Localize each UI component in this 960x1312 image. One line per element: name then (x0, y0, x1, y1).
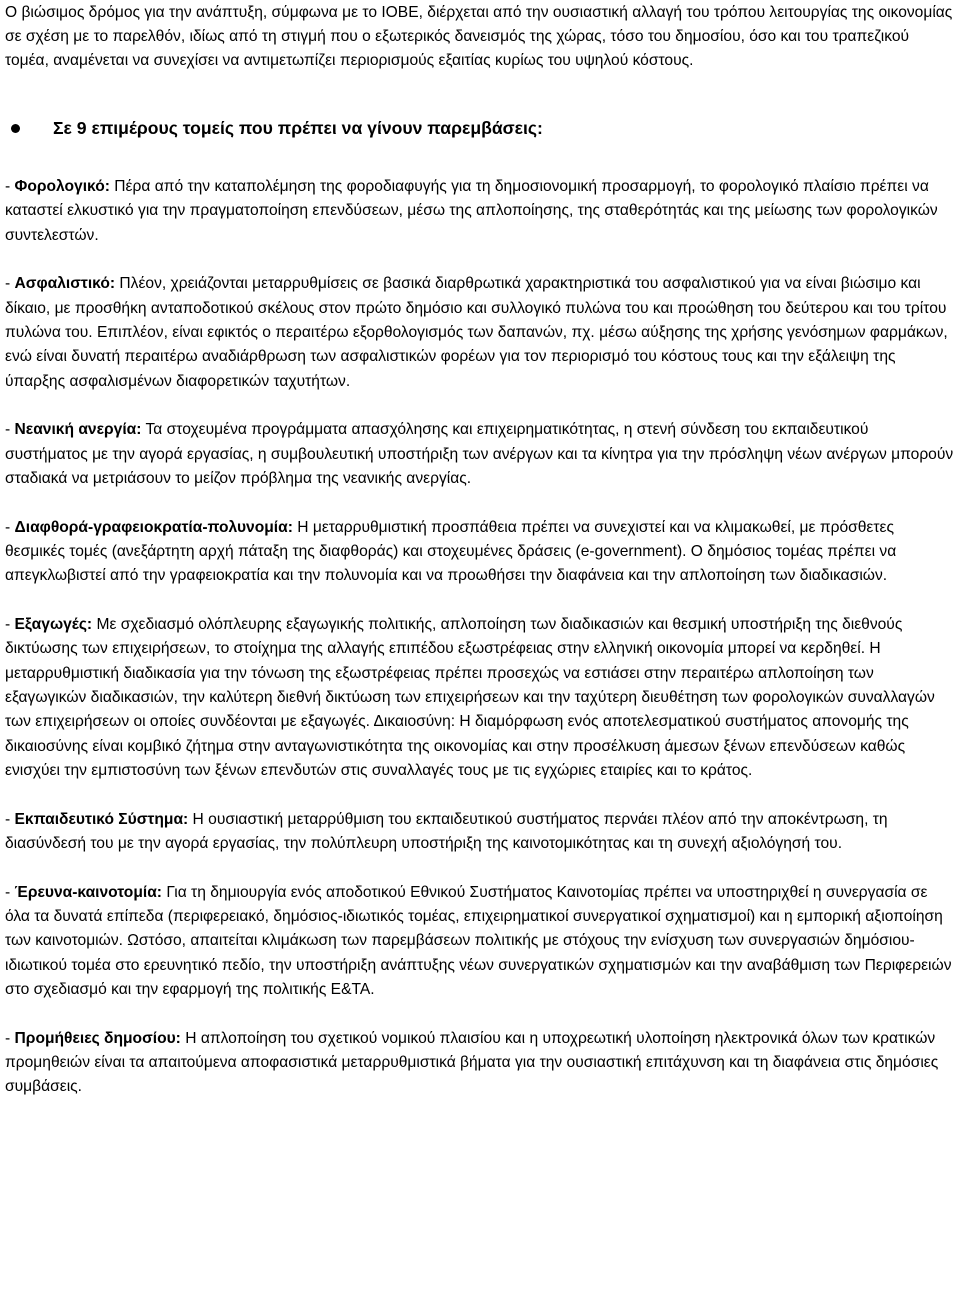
sector-education (5, 808, 955, 857)
sector-insurance (5, 272, 955, 393)
sector-research-innovation (5, 881, 955, 1002)
sector-text: Τα στοχευμένα προγράμματα απασχόλησης και επιχειρηματικότητας, η στενή σύνδεση του εκπαιδευτικού συστήματος με την αγορά εργασίας, η συμβουλευτική υποστήριξη των ανέργων και τα κίνητρα για την πρόσληψη νέων ανέργων μπορούν σταδιακά να μετριάσουν το μείζον πρόβλημα της νεανικής ανεργίας. (5, 421, 954, 487)
sector-term: Προμήθειες δημοσίου: (14, 1029, 181, 1047)
sector-prefix: - (5, 275, 15, 293)
sector-prefix: - (5, 1029, 15, 1047)
sector-text: Η μεταρρυθμιστική προσπάθεια πρέπει να συνεχιστεί και να κλιμακωθεί, με πρόσθετες θεσμικές τομές (ανεξάρτητη αρχή πάταξη της διαφθοράς) και στοχευμένες δράσεις (e-government). Ο δημόσιος τομέας πρέπει να απεγκλωβιστεί από την γραφειοκρατία και την πολυνομία και να προωθήσει την διαφάνεια και την απλοποίηση των διαδικασιών. (5, 518, 897, 585)
sector-text: Πέρα από την καταπολέμηση της φοροδιαφυγής για τη δημοσιονομική προσαρμογή, το φορολογικό πλαίσιο πρέπει να καταστεί ελκυστικό για την πραγματοποίηση επενδύσεων, μέσω της απλοποίησης, της σταθερότητάς και της μείωσης των φορολογικών συντελεστών. (5, 178, 938, 244)
sector-term: Νεανική ανεργία: (14, 421, 142, 439)
sector-youth-unemployment (5, 418, 955, 491)
bullet-icon (11, 124, 20, 133)
sector-text: Η απλοποίηση του σχετικού νομικού πλαισίου και η υποχρεωτική υλοποίηση ηλεκτρονικά όλων των κρατικών προμηθειών είναι τα απαιτούμενα αποφασιστικά μεταρρυθμιστικά βήματα για την ουσιαστική επιτάχυνση και τη διαφάνεια στις δημόσιες συμβάσεις. (5, 1029, 939, 1096)
sector-tax (5, 175, 955, 248)
sector-prefix: - (5, 616, 15, 634)
sector-text: Η ουσιαστική μεταρρύθμιση του εκπαιδευτικού συστήματος περνάει πλέον από την αποκέντρωση, τη διασύνδεσή του με την αγορά εργασίας, την πολύπλευρη υποστήριξη της καινοτομικότητας και τη συνεχή αξιολόγησή του. (5, 810, 888, 853)
sector-term: Έρευνα-καινοτομία: (14, 883, 162, 901)
section-heading-text: Σε 9 επιμέρους τομείς που πρέπει να γίνουν παρεμβάσεις: (53, 118, 543, 138)
sector-prefix: - (5, 883, 15, 901)
sector-term: Ασφαλιστικό: (14, 275, 116, 293)
sector-text: Πλέον, χρειάζονται μεταρρυθμίσεις σε βασικά διαρθρωτικά χαρακτηριστικά του ασφαλιστικού για να είναι βιώσιμο και δίκαιο, με προσθήκη ανταποδοτικού σκέλους στον πρώτο δημόσιο και συλλογικό πυλώνα του και προώθηση του δεύτερου και του τρίτου πυλώνα του. Επιπλέον, είναι εφικτός ο περαιτέρω εξορθολογισμός των δαπανών, πχ. μέσω αύξησης της χρήσης γενόσημων φαρμάκων, ενώ είναι δυνατή περαιτέρω αναδιάρθρωση των ασφαλιστικών φορέων για τον περιορισμό του κόστους τους και την εξάλειψη της ύπαρξης ασφαλισμένων διαφορετικών ταχυτήτων. (5, 275, 948, 390)
sector-exports (5, 613, 955, 783)
sector-prefix: - (5, 518, 15, 536)
sector-term: Φορολογικό: (14, 178, 110, 195)
sector-corruption (5, 516, 955, 589)
sector-text: Με σχεδιασμό ολόπλευρης εξαγωγικής πολιτικής, απλοποίηση των διαδικασιών και θεσμική υποστήριξη της διεθνούς δικτύωσης των επιχειρήσεων, το στοίχημα της αλλαγής επιπέδου εξωστρέφειας στην ελληνική οικονομία μπορεί να κερδηθεί. Η μεταρρυθμιστική διαδικασία για την τόνωση της εξωστρέφειας πρέπει προσεχώς να εστιάσει στην περαιτέρω απλοποίηση των εξαγωγικών διαδικασιών, την καλύτερη διεθνή δικτύωση των επιχειρήσεων και την ταχύτερη διευθέτηση των φορολογικών συναλλαγών των επιχειρήσεων οι οποίες συνδέονται με εξαγωγές. Δικαιοσύνη: Η διαμόρφωση ενός αποτελεσματικού συστήματος απονομής της δικαιοσύνης είναι κομβικό ζήτημα στην ανταγωνιστικότητα της οικονομίας και στην προσέλκυση άμεσων ξένων επενδύσεων καθώς ενισχύει την εμπιστοσύνη των ξένων επενδυτών στις συναλλαγές τους με τις εγχώριες εταιρίες και το κράτος. (5, 616, 935, 779)
intro-paragraph: Ο βιώσιμος δρόμος για την ανάπτυξη, σύμφωνα με το ΙΟΒΕ, διέρχεται από την ουσιαστική αλλαγή του τρόπου λειτουργίας της οικονομίας σε σχέση με το παρελθόν, ιδίως από τη στιγμή που ο εξωτερικός δανεισμός της χώρας, τόσο του δημοσίου, όσο και του τραπεζικού τομέα, αναμένεται να συνεχίσει να αντιμετωπίζει περιορισμούς εξαιτίας κυρίως του υψηλού κόστους. (5, 4, 953, 69)
sector-term: Διαφθορά-γραφειοκρατία-πολυνομία: (14, 518, 293, 536)
sector-prefix: - (5, 421, 15, 439)
sector-prefix: - (5, 178, 15, 195)
sector-term: Εξαγωγές: (14, 616, 93, 634)
sector-public-procurement (5, 1027, 955, 1100)
sector-text: Για τη δημιουργία ενός αποδοτικού Εθνικού Συστήματος Καινοτομίας πρέπει να υποστηριχθεί η συνεργασία σε όλα τα δυνατά επίπεδα (περιφερειακό, δημόσιος-ιδιωτικός τομέας, επιχειρηματικοί συνεργατικοί σχηματισμοί) και η εμπορική αξιοποίηση των καινοτομιών. Ωστόσο, απαιτείται κλιμάκωση των παρεμβάσεων πολιτικής με στόχους την ενίσχυση των συνεργασιών δημόσιου-ιδιωτικού τομέα στο ερευνητικό πεδίο, την υποστήριξη ανάπτυξης νέων συνεργατικών σχηματισμών και την αναβάθμιση των Περιφερειών στο σχεδιασμό και την εφαρμογή της πολιτικής Ε&ΤΑ. (5, 883, 952, 999)
sector-term: Εκπαιδευτικό Σύστημα: (14, 810, 189, 828)
sector-prefix: - (5, 810, 15, 828)
section-heading (5, 116, 955, 140)
